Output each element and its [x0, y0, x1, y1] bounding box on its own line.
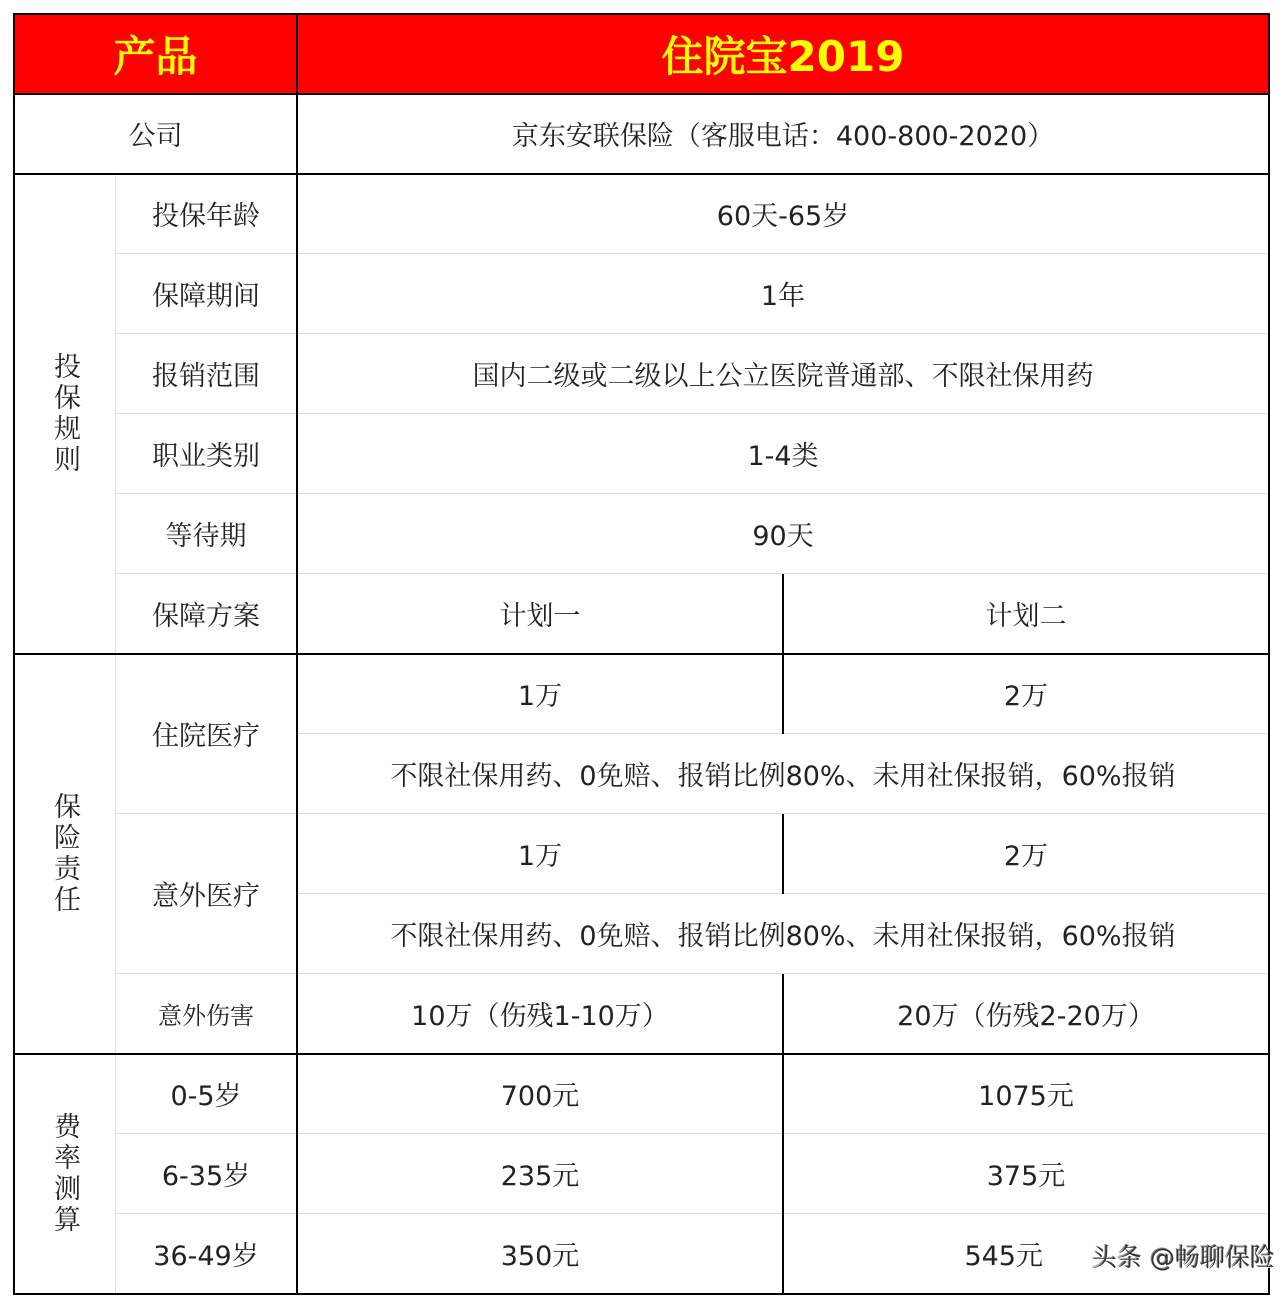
rule-label: 保障期间 — [115, 254, 297, 334]
accident-injury-label: 意外伤害 — [115, 974, 297, 1054]
accident-injury-plan2: 20万（伤残2-20万） — [783, 974, 1269, 1054]
hospital-label: 住院医疗 — [115, 654, 297, 814]
rate-plan2: 375元 — [783, 1134, 1269, 1214]
rule-value: 90天 — [297, 494, 1269, 574]
divider — [14, 13, 1270, 15]
divider — [14, 93, 1270, 95]
hospital-plan2: 2万 — [783, 654, 1269, 734]
rate-plan1: 350元 — [297, 1214, 783, 1294]
group-rules: 投保规则 — [49, 352, 80, 476]
divider — [14, 173, 1270, 175]
rule-value: 1-4类 — [297, 414, 1269, 494]
divider — [296, 13, 298, 1295]
rate-plan1: 700元 — [297, 1054, 783, 1134]
divider — [1268, 13, 1270, 1295]
divider — [782, 814, 784, 894]
divider — [782, 574, 784, 734]
rate-age: 0-5岁 — [115, 1054, 297, 1134]
divider — [14, 1293, 1270, 1295]
divider — [115, 174, 116, 1294]
accident-injury-plan1: 10万（伤残1-10万） — [297, 974, 783, 1054]
divider — [782, 974, 784, 1294]
rule-value: 国内二级或二级以上公立医院普通部、不限社保用药 — [297, 334, 1269, 414]
accident-medical-note: 不限社保用药、0免赔、报销比例80%、未用社保报销，60%报销 — [297, 894, 1269, 974]
rate-plan2: 1075元 — [783, 1054, 1269, 1134]
rule-value: 1年 — [297, 254, 1269, 334]
header-product-label: 产品 — [14, 14, 297, 94]
watermark: 头条 @畅聊保险 — [1092, 1243, 1275, 1272]
rule-label: 等待期 — [115, 494, 297, 574]
rule-value: 60天-65岁 — [297, 174, 1269, 254]
header-product-name: 住院宝2019 — [297, 14, 1269, 94]
divider — [14, 1053, 1270, 1055]
plan-label: 保障方案 — [115, 574, 297, 654]
rule-label: 报销范围 — [115, 334, 297, 414]
hospital-note: 不限社保用药、0免赔、报销比例80%、未用社保报销，60%报销 — [297, 734, 1269, 814]
plan2-header: 计划二 — [783, 574, 1269, 654]
company-value: 京东安联保险（客服电话：400-800-2020） — [297, 94, 1269, 174]
group-coverage: 保险责任 — [49, 792, 80, 916]
rate-age: 6-35岁 — [115, 1134, 297, 1214]
rule-label: 投保年龄 — [115, 174, 297, 254]
divider — [13, 13, 15, 1295]
rate-plan2: 545元 — [783, 1214, 1053, 1294]
company-label: 公司 — [14, 94, 297, 174]
accident-medical-plan1: 1万 — [297, 814, 783, 894]
divider — [14, 653, 1270, 655]
rate-age: 36-49岁 — [115, 1214, 297, 1294]
accident-medical-plan2: 2万 — [783, 814, 1269, 894]
rate-plan1: 235元 — [297, 1134, 783, 1214]
hospital-plan1: 1万 — [297, 654, 783, 734]
group-rates: 费率测算 — [49, 1112, 80, 1236]
plan1-header: 计划一 — [297, 574, 783, 654]
rule-label: 职业类别 — [115, 414, 297, 494]
accident-medical-label: 意外医疗 — [115, 814, 297, 974]
